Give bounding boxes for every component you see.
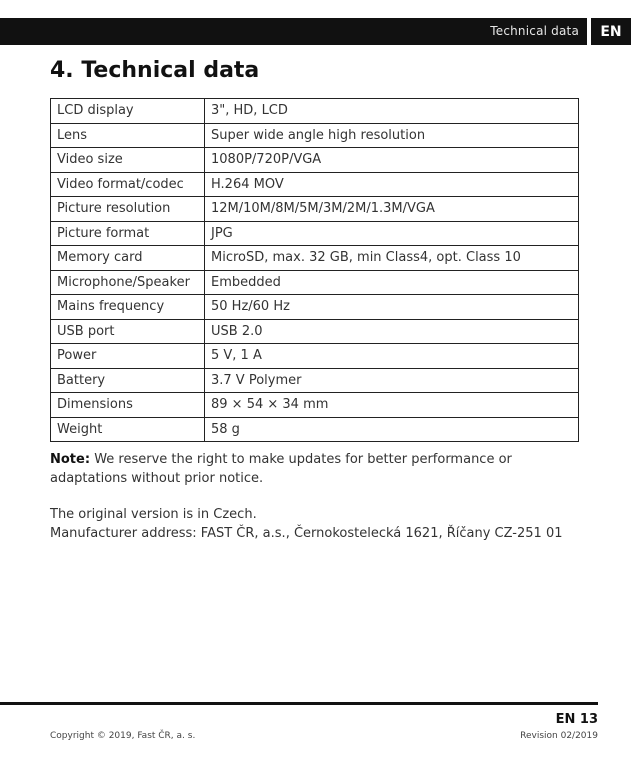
table-row: [51, 319, 579, 344]
spec-value: Embedded: [205, 270, 579, 295]
spec-label: Dimensions: [51, 393, 205, 418]
original-version-text: The original version is in Czech.: [50, 507, 257, 522]
table-row: [51, 221, 579, 246]
spec-value: H.264 MOV: [205, 172, 579, 197]
spec-value: 5 V, 1 A: [205, 344, 579, 369]
manufacturer-address: Manufacturer address: FAST ČR, a.s., Černokostelecká 1621, Říčany CZ-251 01: [50, 526, 563, 541]
header-bar: [0, 18, 587, 45]
spec-value: 12M/10M/8M/5M/3M/2M/1.3M/VGA: [205, 197, 579, 222]
table-row: [51, 172, 579, 197]
revision: Revision 02/2019: [520, 731, 598, 741]
note-text: We reserve the right to make updates for better performance or adaptations without prior notice.: [50, 452, 512, 486]
footer-rule: [0, 702, 598, 705]
spec-value: 58 g: [205, 417, 579, 442]
table-row: [51, 368, 579, 393]
spec-label: Microphone/Speaker: [51, 270, 205, 295]
spec-label: Power: [51, 344, 205, 369]
spec-label: Memory card: [51, 246, 205, 271]
spec-label: Picture resolution: [51, 197, 205, 222]
spec-value: 1080P/720P/VGA: [205, 148, 579, 173]
spec-label: Weight: [51, 417, 205, 442]
spec-value: 3.7 V Polymer: [205, 368, 579, 393]
spec-value: 3", HD, LCD: [205, 99, 579, 124]
spec-value: 50 Hz/60 Hz: [205, 295, 579, 320]
spec-label: LCD display: [51, 99, 205, 124]
spec-label: Picture format: [51, 221, 205, 246]
specs-table: [50, 98, 579, 442]
spec-value: MicroSD, max. 32 GB, min Class4, opt. Class 10: [205, 246, 579, 271]
note-label: Note:: [50, 452, 91, 467]
page-number: EN 13: [555, 712, 598, 727]
table-row: [51, 270, 579, 295]
section-title: Technical data: [490, 24, 579, 38]
table-row: [51, 148, 579, 173]
table-row: [51, 417, 579, 442]
spec-value: USB 2.0: [205, 319, 579, 344]
spec-label: Video size: [51, 148, 205, 173]
page-title: 4. Technical data: [50, 58, 260, 83]
table-row: [51, 99, 579, 124]
note: [50, 450, 580, 488]
spec-value: 89 × 54 × 34 mm: [205, 393, 579, 418]
original-info: [50, 505, 590, 543]
spec-label: Mains frequency: [51, 295, 205, 320]
table-row: [51, 197, 579, 222]
spec-label: Video format/codec: [51, 172, 205, 197]
table-row: [51, 344, 579, 369]
table-row: [51, 393, 579, 418]
spec-value: JPG: [205, 221, 579, 246]
table-row: [51, 295, 579, 320]
spec-value: Super wide angle high resolution: [205, 123, 579, 148]
language-badge: EN: [591, 18, 631, 45]
spec-label: Lens: [51, 123, 205, 148]
table-row: [51, 123, 579, 148]
copyright: Copyright © 2019, Fast ČR, a. s.: [50, 731, 196, 741]
table-row: [51, 246, 579, 271]
spec-label: Battery: [51, 368, 205, 393]
spec-label: USB port: [51, 319, 205, 344]
